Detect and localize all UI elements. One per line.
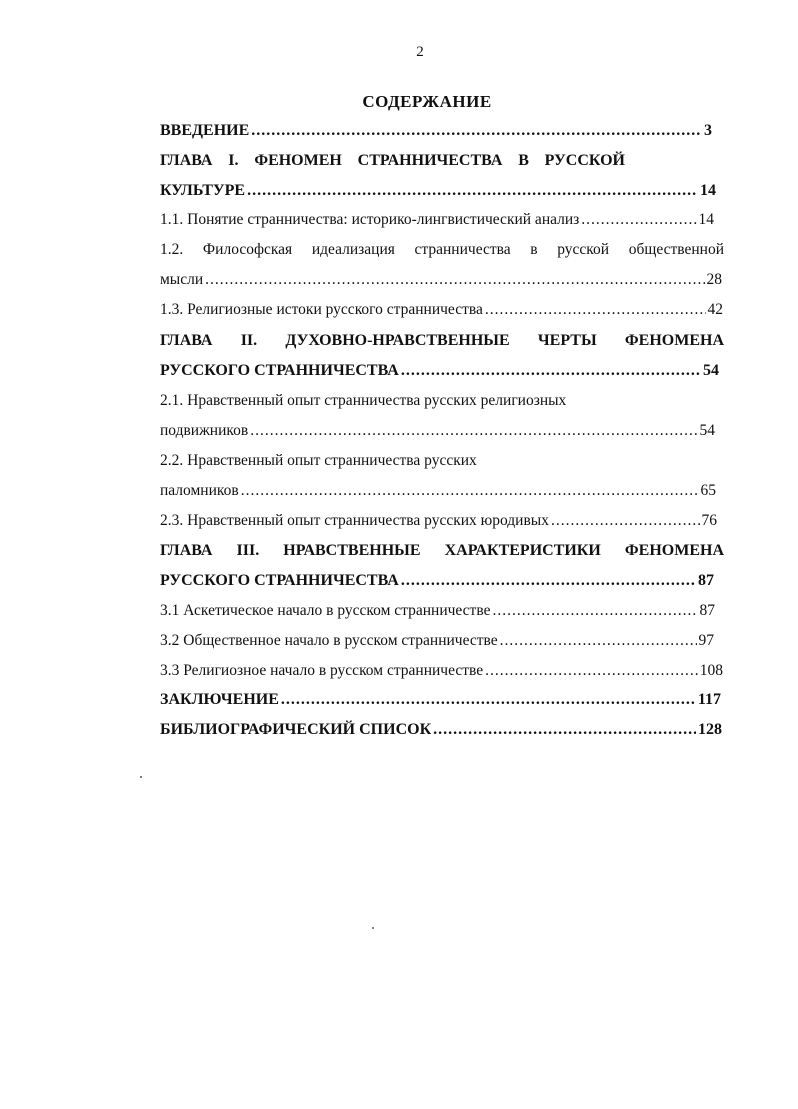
toc-entry-2-3 [160, 511, 717, 531]
toc-entry-text: 3.2 Общественное начало в русском странничестве [160, 632, 498, 649]
toc-entry-conclusion [160, 690, 721, 710]
toc-entry-page: 76 [701, 512, 717, 529]
toc-entry-3-2 [160, 631, 714, 651]
toc-entry-chapter-1-line1: ГЛАВА I. ФЕНОМЕН СТРАННИЧЕСТВА В РУССКОЙ [160, 152, 625, 169]
toc-entry-text: БИБЛИОГРАФИЧЕСКИЙ СПИСОК [160, 721, 432, 738]
toc-entry-page: 128 [698, 721, 722, 738]
toc-entry-page: 54 [703, 362, 719, 379]
toc-entry-1-1 [160, 210, 714, 230]
toc-dot-leader [247, 181, 698, 201]
toc-entry-page: 14 [700, 182, 716, 199]
page-number: 2 [416, 44, 424, 60]
toc-entry-chapter-3 [160, 571, 714, 591]
toc-dot-leader [251, 121, 702, 141]
toc-entry-2-1-line1: 2.1. Нравственный опыт странничества русских религиозных [160, 392, 567, 409]
toc-entry-text: ВВЕДЕНИЕ [160, 122, 250, 139]
toc-entry-page: 108 [699, 662, 723, 679]
toc-entry-chapter-3-line1: ГЛАВА III. НРАВСТВЕННЫЕ ХАРАКТЕРИСТИКИ ФЕНОМЕНА [160, 542, 724, 559]
toc-entry-text: мысли [160, 271, 204, 288]
toc-entry-text: 3.3 Религиозное начало в русском странничестве [160, 662, 484, 679]
scan-speck [372, 927, 374, 929]
toc-entry-introduction [160, 121, 712, 141]
toc-entry-text: РУССКОГО СТРАННИЧЕСТВА [160, 362, 399, 379]
toc-entry-1-2 [160, 270, 722, 290]
toc-entry-page: 28 [706, 271, 722, 288]
toc-entry-page: 117 [697, 691, 721, 708]
toc-entry-3-1 [160, 601, 715, 621]
toc-entry-2-2 [160, 481, 716, 501]
toc-dot-leader [500, 631, 697, 651]
toc-entry-page: 54 [699, 422, 715, 439]
toc-dot-leader [401, 571, 696, 591]
toc-entry-text: ЗАКЛЮЧЕНИЕ [160, 691, 279, 708]
toc-entry-text: 3.1 Аскетическое начало в русском странничестве [160, 602, 491, 619]
toc-entry-page: 87 [699, 602, 715, 619]
toc-entry-page: 14 [698, 211, 714, 228]
toc-entry-1-2-line1: 1.2. Философская идеализация странничества в русской общественной [160, 241, 724, 258]
toc-entry-chapter-1 [160, 181, 716, 201]
toc-entry-text: 2.3. Нравственный опыт странничества русских юродивых [160, 512, 549, 529]
toc-dot-leader [492, 601, 697, 621]
toc-entry-text: КУЛЬТУРЕ [160, 182, 246, 199]
toc-entry-chapter-2 [160, 361, 719, 381]
toc-dot-leader [205, 270, 704, 290]
toc-entry-chapter-2-line1: ГЛАВА II. ДУХОВНО-НРАВСТВЕННЫЕ ЧЕРТЫ ФЕНОМЕНА [160, 332, 724, 349]
toc-title: СОДЕРЖАНИЕ [362, 92, 492, 111]
toc-entry-3-3 [160, 661, 723, 681]
toc-entry-page: 42 [707, 301, 723, 318]
toc-entry-page: 97 [698, 632, 714, 649]
toc-entry-text: РУССКОГО СТРАННИЧЕСТВА [160, 572, 399, 589]
toc-dot-leader [281, 690, 696, 710]
toc-entry-text: 1.3. Религиозные истоки русского странничества [160, 301, 483, 318]
toc-dot-leader [401, 361, 701, 381]
scan-speck [140, 776, 142, 778]
toc-entry-page: 65 [700, 482, 716, 499]
toc-entry-2-2-line1: 2.2. Нравственный опыт странничества русских [160, 452, 477, 469]
toc-entry-text: подвижников [160, 422, 249, 439]
toc-entry-page: 3 [704, 122, 712, 139]
toc-entry-2-1 [160, 421, 715, 441]
toc-entry-page: 87 [698, 572, 714, 589]
toc-dot-leader [581, 210, 696, 230]
toc-entry-text: паломников [160, 482, 239, 499]
toc-dot-leader [250, 421, 697, 441]
toc-entry-1-3 [160, 300, 723, 320]
toc-dot-leader [433, 720, 696, 740]
toc-dot-leader [485, 661, 698, 681]
toc-dot-leader [485, 300, 706, 320]
toc-entry-bibliography [160, 720, 722, 740]
toc-dot-leader [551, 511, 700, 531]
toc-entry-text: 1.1. Понятие странничества: историко-лингвистический анализ [160, 211, 580, 228]
toc-dot-leader [241, 481, 699, 501]
